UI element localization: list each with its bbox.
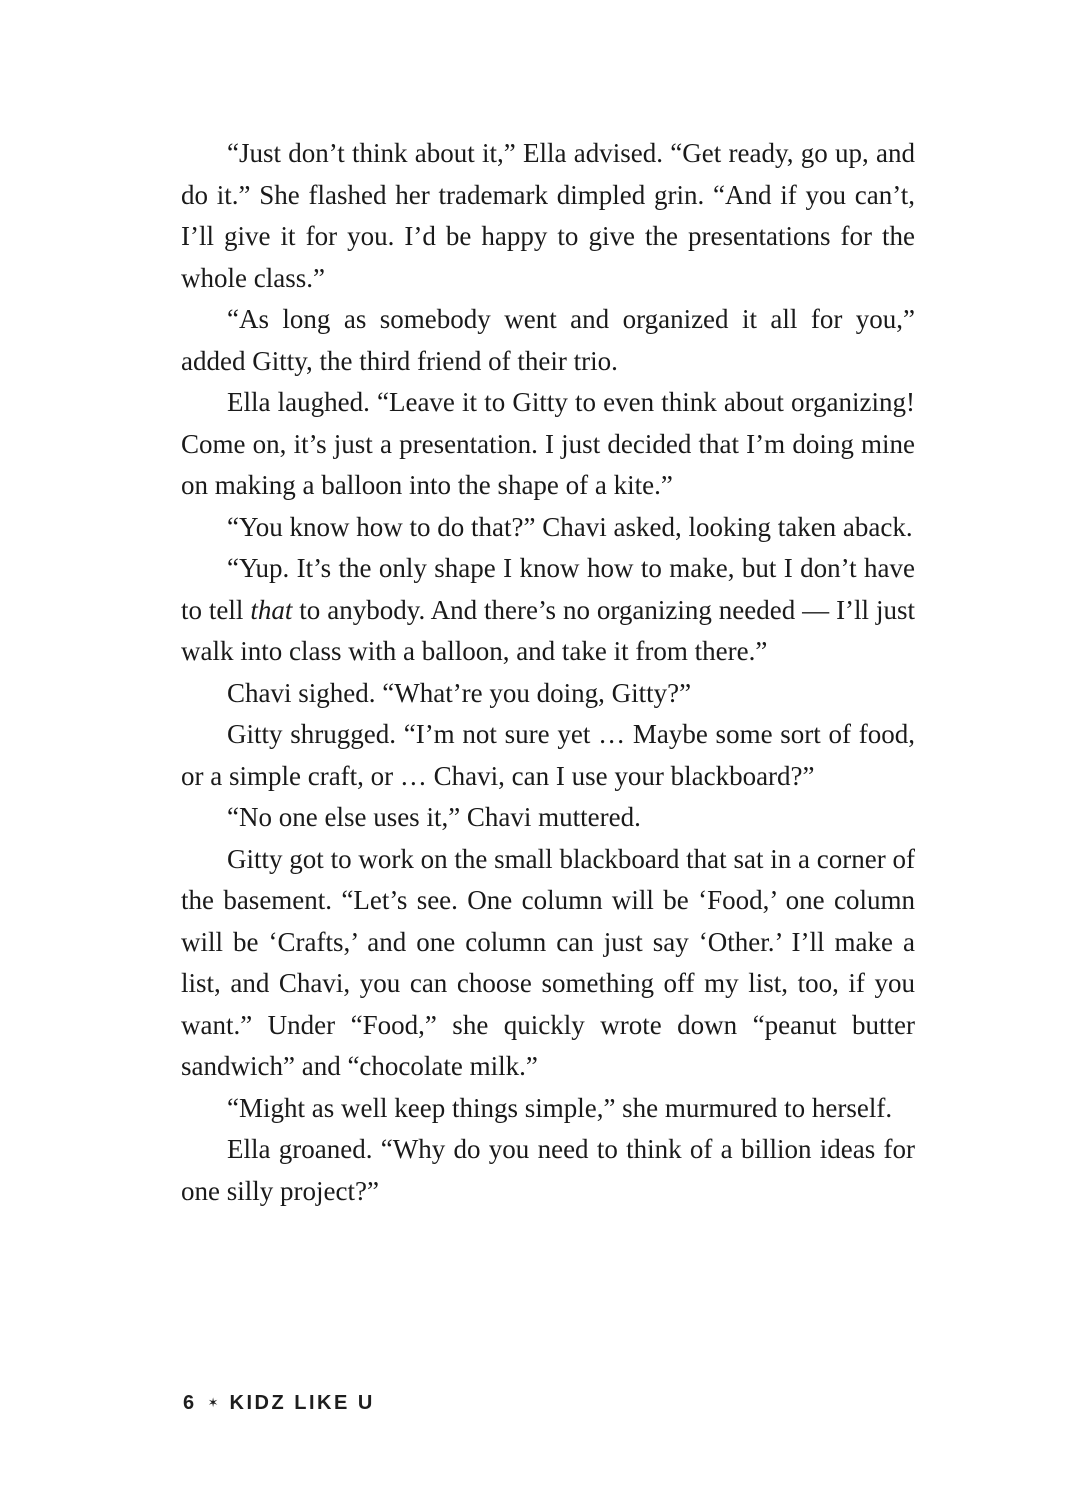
text-run: Gitty got to work on the small blackboard that sat in a corner of the basement. “Let’s see. One column will be ‘Food,’ one column will be ‘Crafts,’ and one column can just say ‘Other.’ I’ll make a list, and Chavi, you can choose something off my list, too, if you want.” Under “Food,” she quickly wrote down “peanut butter sandwich” and “chocolate milk.” <box>181 843 915 1081</box>
paragraph <box>181 1088 915 1130</box>
text-run: Gitty shrugged. “I’m not sure yet … Maybe some sort of food, or a simple craft, or … Chavi, can I use your blackboard?” <box>181 719 915 791</box>
paragraph <box>181 1129 915 1212</box>
page-number: 6 <box>183 1392 197 1414</box>
star-separator-icon: ✶ <box>207 1394 219 1410</box>
text-run: “You know how to do that?” Chavi asked, looking taken aback. <box>227 511 913 542</box>
paragraph <box>181 839 915 1088</box>
paragraph <box>181 299 915 382</box>
paragraph <box>181 714 915 797</box>
text-run: “No one else uses it,” Chavi muttered. <box>227 802 641 832</box>
paragraph <box>181 673 915 715</box>
paragraph <box>181 133 915 299</box>
text-run: “Just don’t think about it,” Ella advised. “Get ready, go up, and do it.” She flashed her trademark dimpled grin. “And if you can’t, I’ll give it for you. I’d be happy to give the presentations for the whole class.” <box>181 138 915 293</box>
paragraph <box>181 382 915 507</box>
paragraph <box>181 797 915 839</box>
story-text <box>181 133 915 1212</box>
text-run: Ella groaned. “Why do you need to think of a billion ideas for one silly project?” <box>181 1134 915 1206</box>
book-title: KIDZ LIKE U <box>229 1392 375 1414</box>
text-run: Ella laughed. “Leave it to Gitty to even think about organizing! Come on, it’s just a presentation. I just decided that I’m doing mine on making a balloon into the shape of a kite.” <box>181 387 915 500</box>
paragraph <box>181 507 915 549</box>
text-run: “As long as somebody went and organized it all for you,” added Gitty, the third friend of their trio. <box>181 304 915 376</box>
page-footer <box>183 1392 375 1415</box>
italic-text-run: that <box>250 594 293 625</box>
text-run: “Might as well keep things simple,” she murmured to herself. <box>227 1092 893 1123</box>
text-run: “Yup. It’s the only shape I know how to make, but I don’t have to tell <box>181 553 915 625</box>
text-run: Chavi sighed. “What’re you doing, Gitty?” <box>227 677 692 708</box>
text-run: to anybody. And there’s no organizing needed — I’ll just walk into class with a balloon, and take it from there.” <box>181 594 915 666</box>
paragraph <box>181 548 915 673</box>
